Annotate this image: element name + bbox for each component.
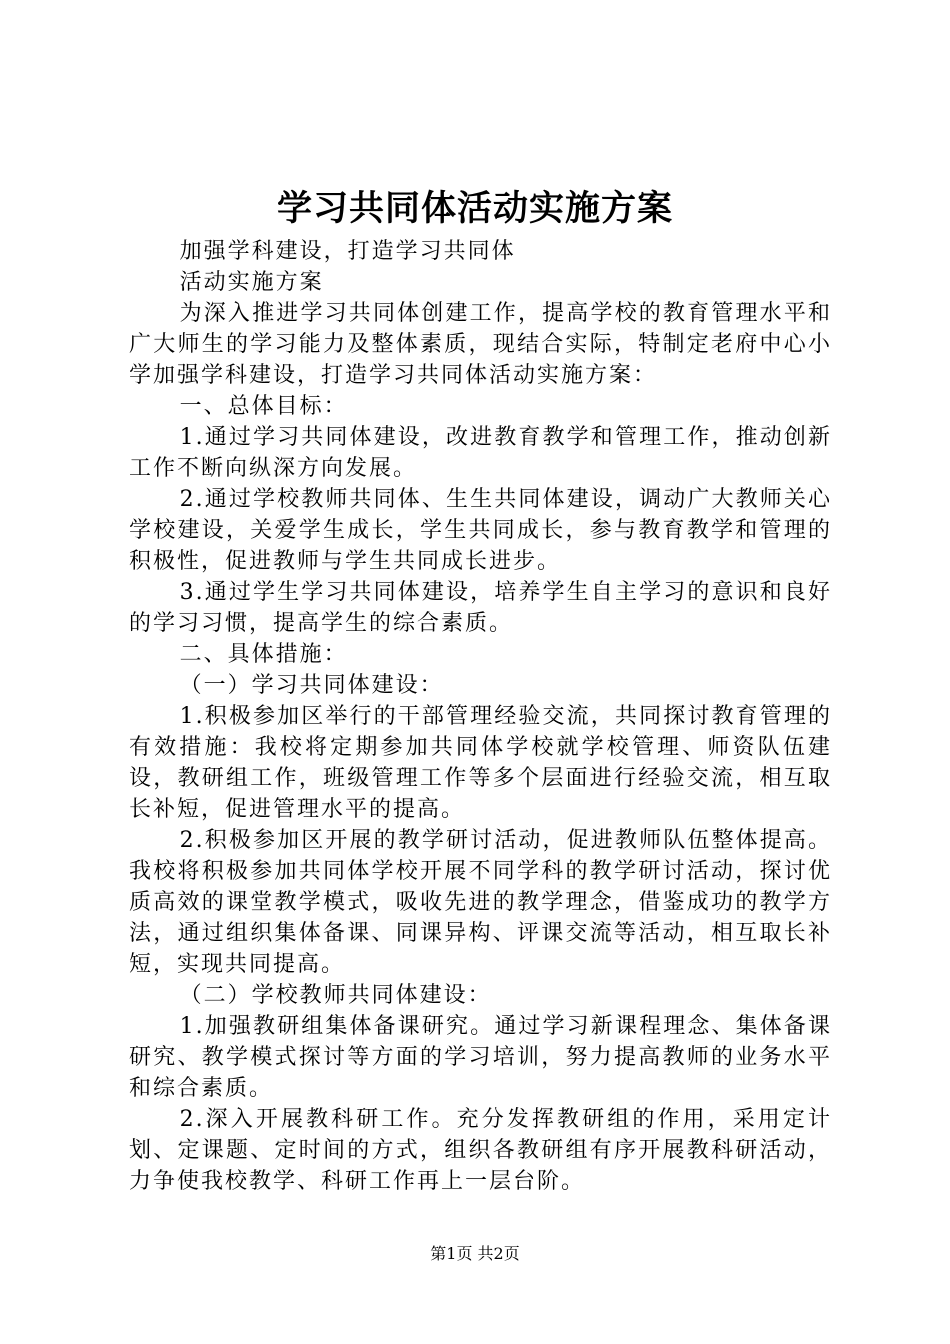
paragraph-subtitle-2: 活动实施方案 xyxy=(179,270,324,295)
section-heading-goals: 一、总体目标： xyxy=(179,394,348,419)
section-heading-measures: 二、具体措施： xyxy=(179,642,348,667)
paragraph-subtitle-1: 加强学科建设，打造学习共同体 xyxy=(179,239,516,264)
paragraph-measure-1-2: 2.积极参加区开展的教学研讨活动，促进教师队伍整体提高。我校将积极参加共同体学校开展不同学科的教学研讨活动，探讨优质高效的课堂教学模式，吸收先进的教学理念，借鉴成功的教学方法，通过组织集体备课、同课异构、评课交流等活动，相互取长补短，实现共同提高。 xyxy=(129,828,832,977)
paragraph-goal-2: 2.通过学校教师共同体、生生共同体建设，调动广大教师关心学校建设，关爱学生成长，学生共同成长，参与教育教学和管理的积极性，促进教师与学生共同成长进步。 xyxy=(129,487,832,574)
paragraph-measure-2-1: 1.加强教研组集体备课研究。通过学习新课程理念、集体备课研究、教学模式探讨等方面的学习培训，努力提高教师的业务水平和综合素质。 xyxy=(129,1014,832,1101)
paragraph-measure-1-1: 1.积极参加区举行的干部管理经验交流，共同探讨教育管理的有效措施：我校将定期参加共同体学校就学校管理、师资队伍建设，教研组工作，班级管理工作等多个层面进行经验交流，相互取长补短，促进管理水平的提高。 xyxy=(129,704,832,822)
paragraph-goal-1: 1.通过学习共同体建设，改进教育教学和管理工作，推动创新工作不断向纵深方向发展。 xyxy=(129,425,832,481)
paragraph-measure-2-2: 2.深入开展教科研工作。充分发挥教研组的作用，采用定计划、定课题、定时间的方式，组织各教研组有序开展教科研活动，力争使我校教学、科研工作再上一层台阶。 xyxy=(129,1107,832,1194)
document-body xyxy=(129,236,832,1197)
subsection-heading-2: （二）学校教师共同体建设： xyxy=(179,983,492,1008)
page-footer: 第1页 共2页 xyxy=(430,1244,520,1263)
paragraph-intro: 为深入推进学习共同体创建工作，提高学校的教育管理水平和广大师生的学习能力及整体素质，现结合实际，特制定老府中心小学加强学科建设，打造学习共同体活动实施方案： xyxy=(129,301,832,388)
paragraph-goal-3: 3.通过学生学习共同体建设，培养学生自主学习的意识和良好的学习习惯，提高学生的综合素质。 xyxy=(129,580,832,636)
document-title: 学习共同体活动实施方案 xyxy=(276,188,673,229)
subsection-heading-1: （一）学习共同体建设： xyxy=(179,673,444,698)
